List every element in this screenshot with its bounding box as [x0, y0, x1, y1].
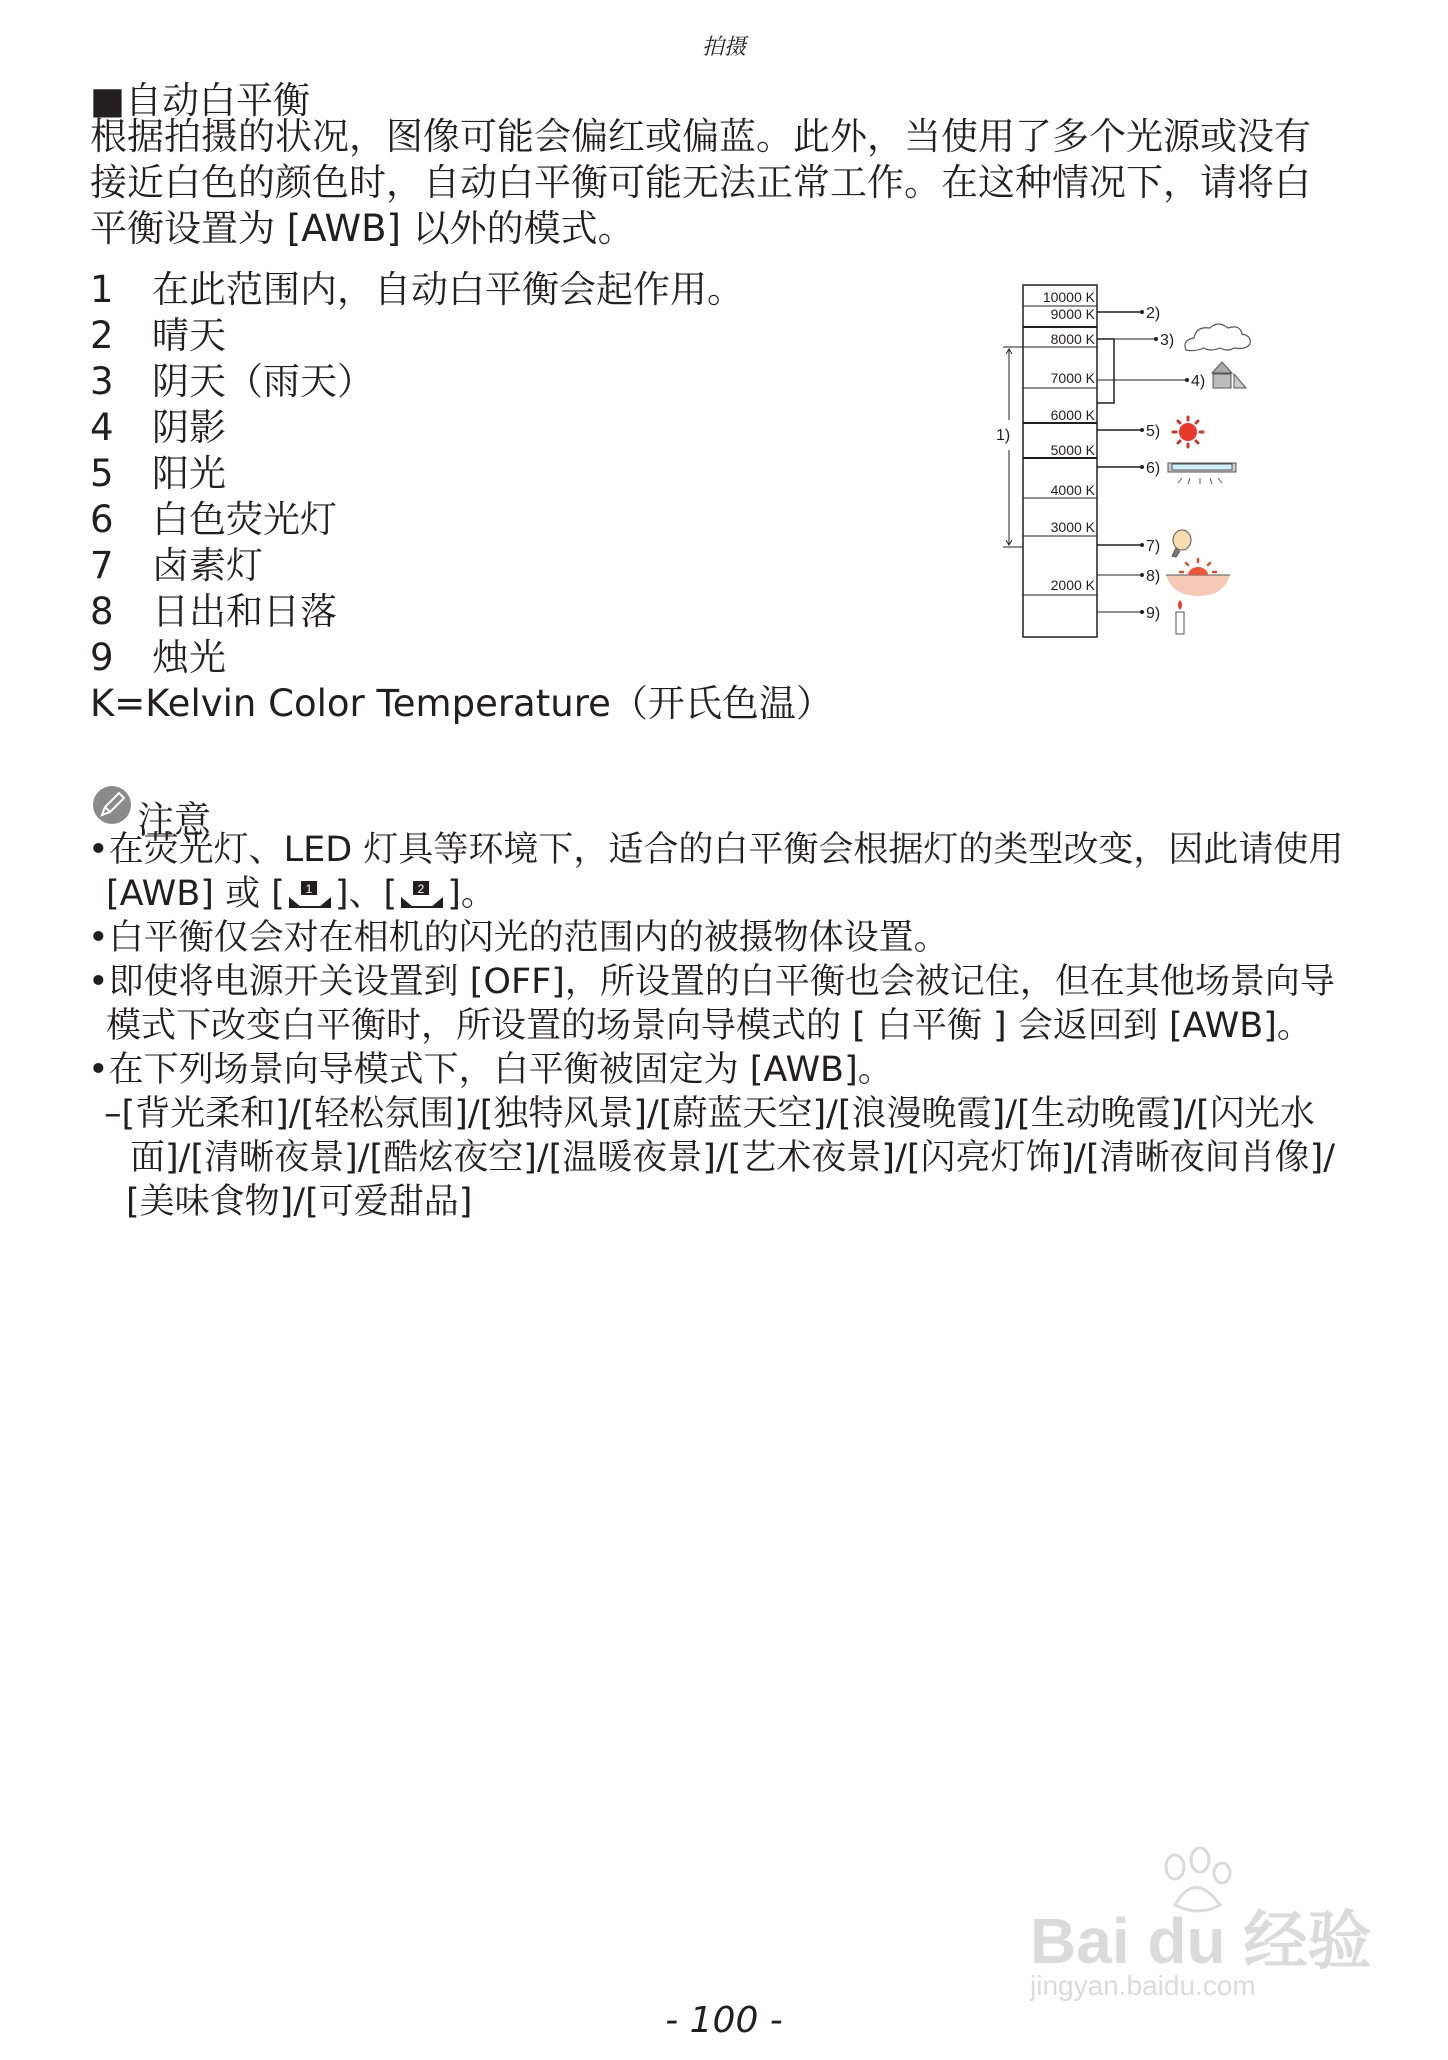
note-line: [88, 872, 1343, 916]
item-num: 5: [90, 452, 114, 495]
watermark-brand: Bai du 经验: [1030, 1905, 1372, 1977]
list-item: [90, 405, 833, 451]
marker-6: 6): [1146, 460, 1161, 477]
icon-number: 1: [305, 882, 313, 896]
candle-icon: [1176, 600, 1184, 634]
item-text: 在此范围内，自动白平衡会起作用。: [152, 268, 744, 311]
title-marker: ■: [90, 79, 125, 122]
item-num: 9: [90, 636, 114, 679]
scale-label: 7000 K: [1050, 370, 1095, 386]
marker-5: 5): [1146, 423, 1161, 440]
item-num: 7: [90, 544, 114, 587]
paragraph-line: 接近白色的颜色时，自动白平衡可能无法正常工作。在这种情况下，请将白: [90, 161, 1311, 204]
item-num: 3: [90, 360, 114, 403]
marker-9: 9): [1146, 605, 1161, 622]
note-line: •在荧光灯、LED 灯具等环境下，适合的白平衡会根据灯的类型改变，因此请使用: [88, 830, 1344, 870]
note-line: –[背光柔和]/[轻松氛围]/[独特风景]/[蔚蓝天空]/[浪漫晚霞]/[生动晚霞]/[闪光水: [104, 1094, 1315, 1134]
marker-3: 3): [1160, 332, 1175, 349]
item-text: 白色荧光灯: [152, 498, 337, 541]
note-line: 模式下改变白平衡时，所设置的场景向导模式的 [ 白平衡 ] 会返回到 [AWB]。: [106, 1006, 1312, 1046]
fluorescent-mode-1-icon: [285, 879, 335, 909]
item-text: 烛光: [152, 636, 226, 679]
marker-1: 1): [996, 427, 1011, 444]
scale-label: 2000 K: [1050, 577, 1095, 593]
note-text: ]。: [447, 874, 496, 914]
item-num: 8: [90, 590, 114, 633]
scale-label: 4000 K: [1050, 482, 1095, 498]
note-line: 面]/[清晰夜景]/[酷炫夜空]/[温暖夜景]/[艺术夜景]/[闪亮灯饰]/[清晰夜间肖像]/: [130, 1138, 1336, 1178]
color-temperature-diagram: [990, 270, 1270, 650]
cloud-icon: [1185, 324, 1250, 351]
marker-8: 8): [1146, 568, 1161, 585]
scale-label: 9000 K: [1050, 306, 1095, 322]
list-item: [90, 543, 833, 589]
item-num: 2: [90, 314, 114, 357]
scale-label: 6000 K: [1050, 407, 1095, 423]
paragraph-line: 平衡设置为 [AWB] 以外的模式。: [90, 207, 635, 250]
house-shade-icon: [1212, 362, 1246, 388]
list-item: [90, 359, 833, 405]
item-text: 阳光: [152, 452, 226, 495]
notes-list: [88, 828, 1343, 1224]
item-text: 阴影: [152, 406, 226, 449]
page-number: - 100 -: [665, 2000, 783, 2041]
list-item: [90, 313, 833, 359]
light-bulb-icon: [1172, 530, 1191, 557]
note-line: •即使将电源开关设置到 [OFF]，所设置的白平衡也会被记住，但在其他场景向导: [88, 962, 1335, 1002]
list-item: [90, 589, 833, 635]
item-text: 晴天: [152, 314, 226, 357]
fluorescent-mode-2-icon: [397, 879, 447, 909]
intro-paragraph: [90, 114, 1311, 252]
scale-label: 3000 K: [1050, 519, 1095, 535]
item-text: 日出和日落: [152, 590, 337, 633]
note-text: [AWB] 或 [: [106, 874, 285, 914]
item-num: 4: [90, 406, 114, 449]
note-line: [美味食物]/[可爱甜品]: [126, 1182, 473, 1222]
legend-list: [90, 267, 833, 727]
scale-label: 5000 K: [1050, 442, 1095, 458]
marker-7: 7): [1146, 538, 1161, 555]
marker-2: 2): [1146, 305, 1161, 322]
marker-4: 4): [1191, 373, 1206, 390]
baidu-watermark: [1030, 1845, 1370, 2015]
note-line: •白平衡仅会对在相机的闪光的范围内的被摄物体设置。: [88, 918, 949, 958]
icon-number: 2: [417, 882, 425, 896]
sunset-icon: [1166, 559, 1230, 596]
scale-label: 8000 K: [1050, 331, 1095, 347]
watermark-url: jingyan.baidu.com: [1030, 1970, 1256, 2001]
page-header-section: 拍摄: [701, 35, 746, 60]
sun-icon: [1173, 417, 1203, 447]
list-item: [90, 497, 833, 543]
title-text: 自动白平衡: [124, 79, 310, 122]
note-title: 注意: [137, 798, 212, 842]
kelvin-note: K=Kelvin Color Temperature（开氏色温）: [90, 682, 833, 725]
item-text: 卤素灯: [152, 544, 263, 587]
fluorescent-lamp-icon: [1168, 463, 1236, 484]
item-num: 1: [90, 268, 114, 311]
scale-label: 10000 K: [1042, 289, 1095, 305]
note-line: •在下列场景向导模式下，白平衡被固定为 [AWB]。: [88, 1050, 893, 1090]
list-item: [90, 451, 833, 497]
item-num: 6: [90, 498, 114, 541]
item-text: 阴天（雨天）: [152, 360, 374, 403]
list-item: [90, 267, 833, 313]
list-item: [90, 635, 833, 681]
paragraph-line: 根据拍摄的状况，图像可能会偏红或偏蓝。此外，当使用了多个光源或没有: [90, 115, 1311, 158]
pencil-note-icon: [92, 785, 132, 825]
note-text: ]、[: [334, 874, 398, 914]
